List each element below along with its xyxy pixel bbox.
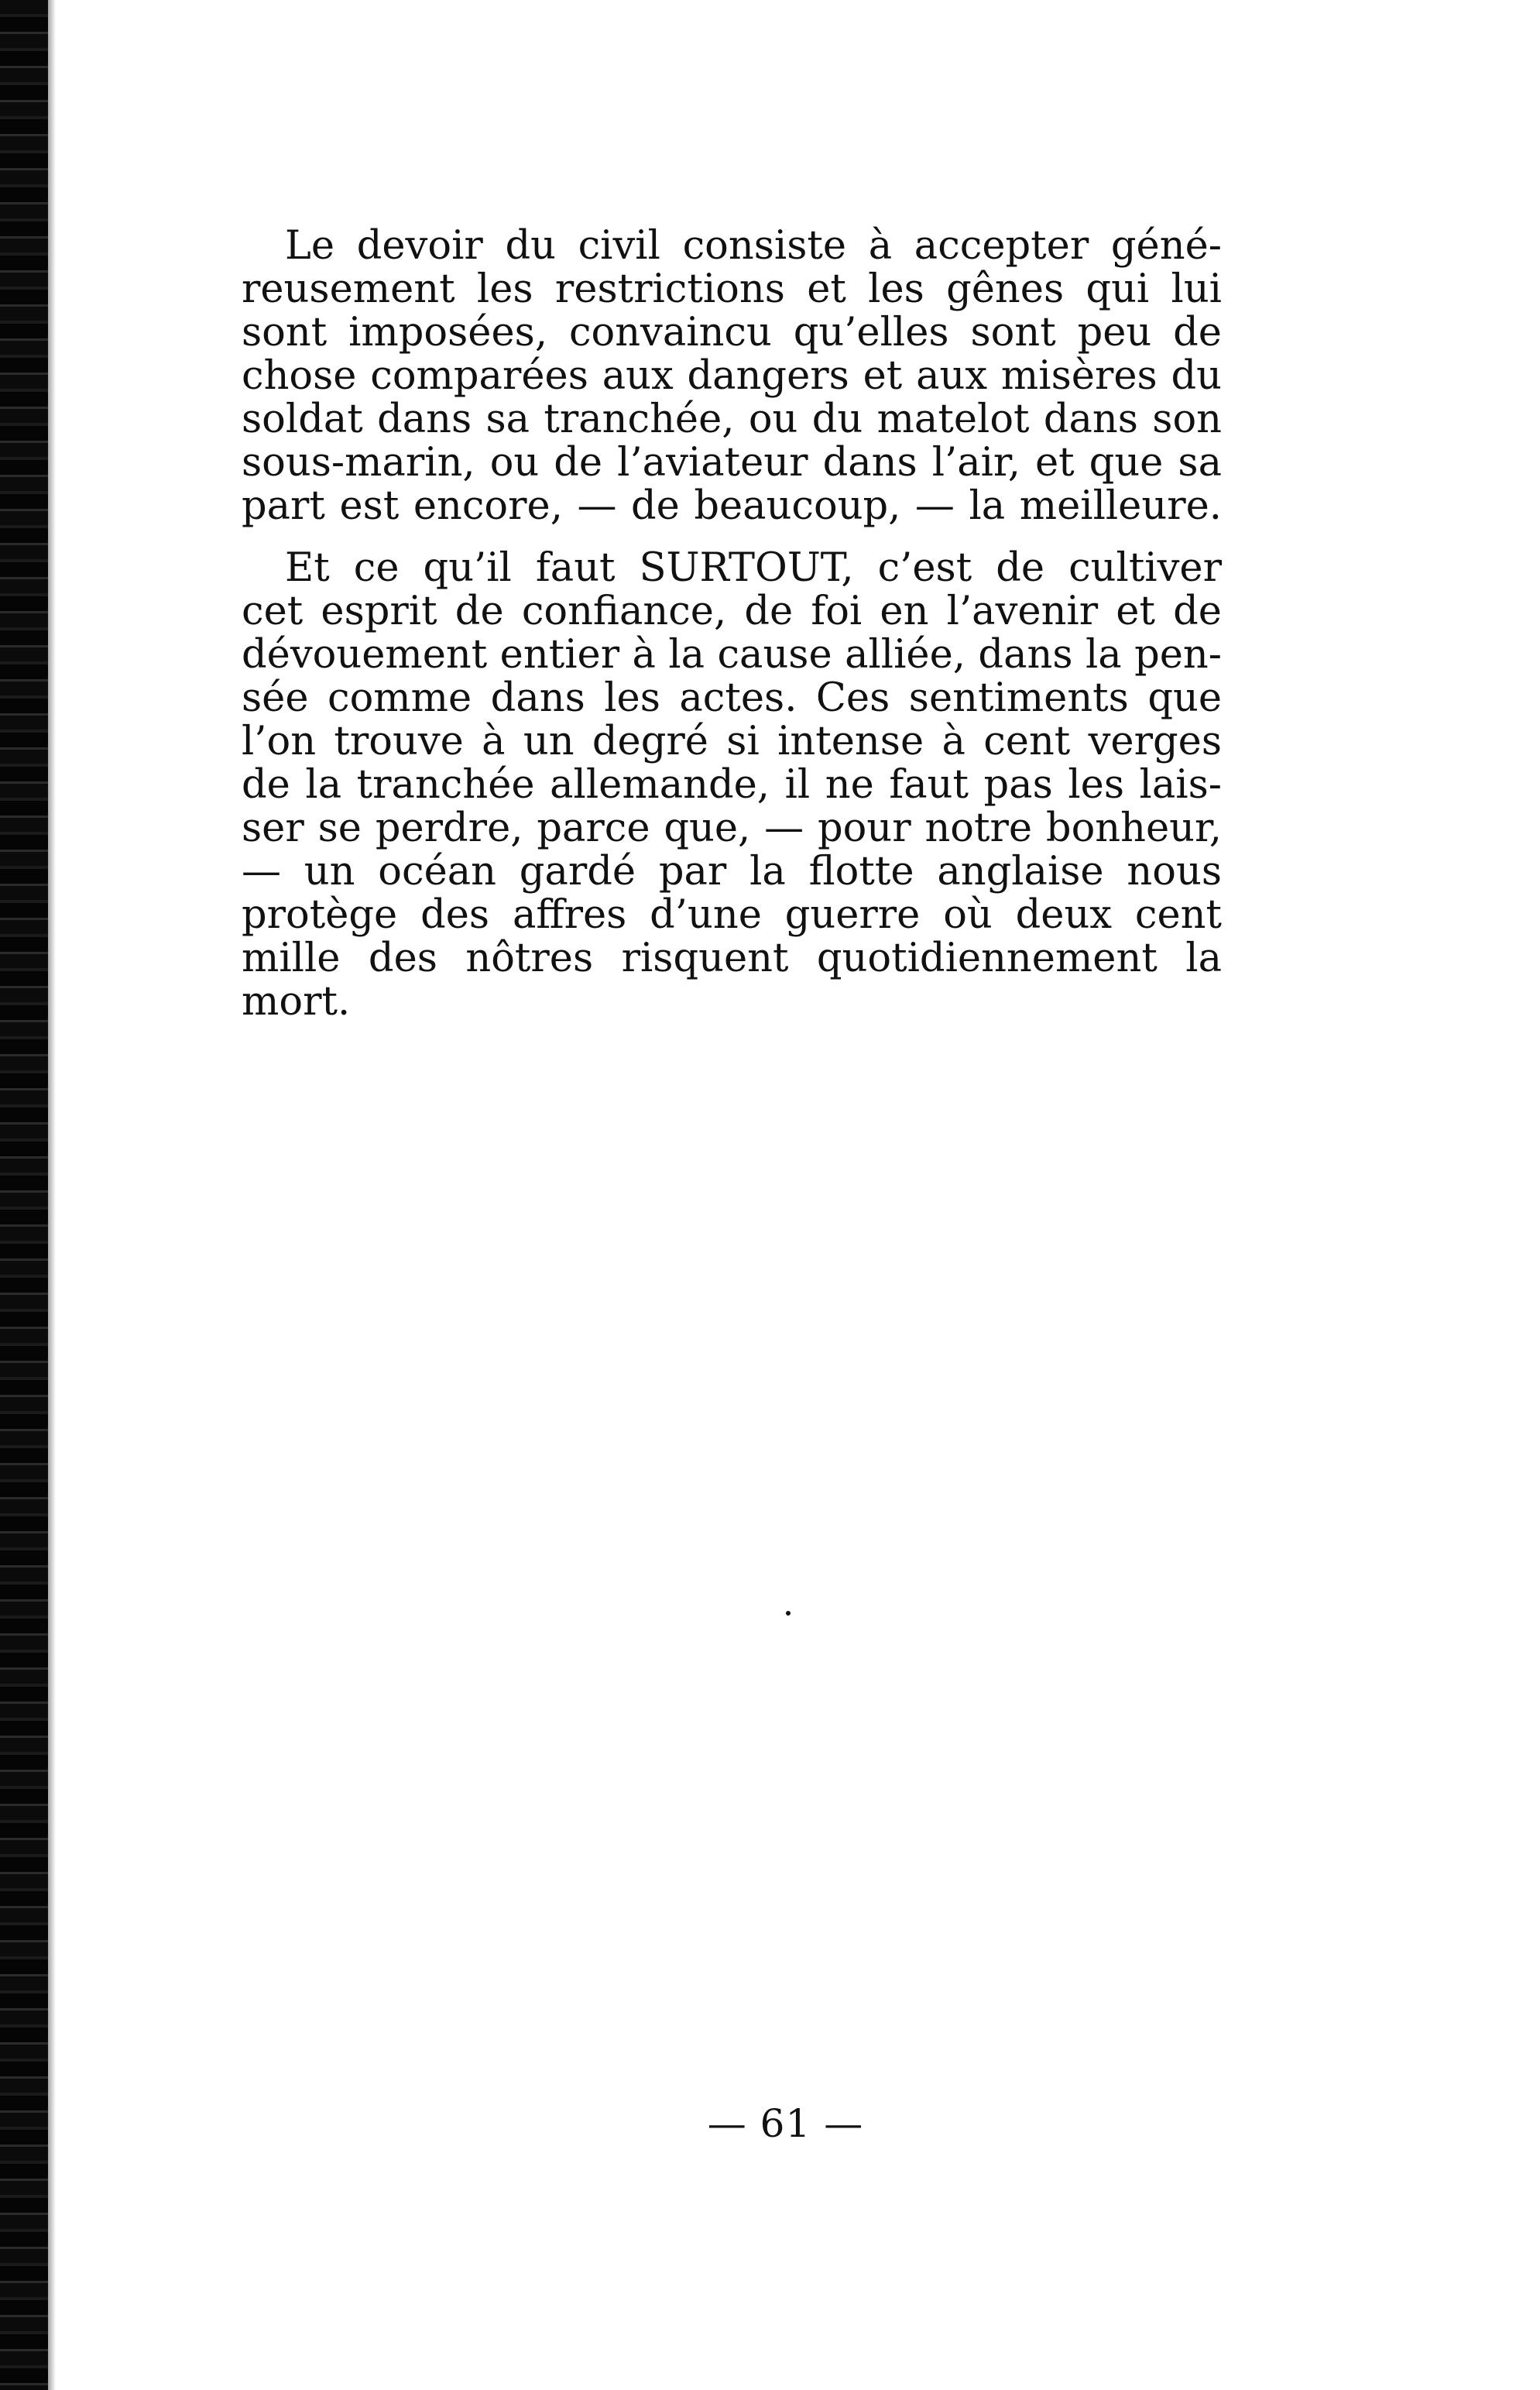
paragraph-line: part est encore, — de beaucoup, — la meilleure. (242, 483, 1222, 529)
paragraph-line: sous-marin, ou de l’aviateur dans l’air, et que sa (242, 440, 1222, 486)
paragraph-2 (242, 547, 1222, 1024)
paragraph-line: mille des nôtres risquent quotidiennement la (242, 936, 1222, 981)
paragraph-line: protège des affres d’une guerre où deux cent (242, 892, 1222, 938)
paragraph-line: ser se perdre, parce que, — pour notre bonheur, (242, 805, 1222, 851)
paragraph-line: cet esprit de confiance, de foi en l’avenir et de (242, 589, 1222, 634)
scan-speck (786, 1611, 791, 1616)
paragraph-line: l’on trouve à un degré si intense à cent verges (242, 719, 1222, 764)
paragraph-line: — un océan gardé par la flotte anglaise nous (242, 849, 1222, 895)
paragraph-line: reusement les restrictions et les gênes qui lui (242, 266, 1222, 312)
page-number: — 61 — (707, 2101, 864, 2146)
paragraph-line: Et ce qu’il faut SURTOUT, c’est de cultiver (285, 545, 1222, 591)
paragraph-gap (242, 528, 1222, 547)
paragraph-line: dévouement entier à la cause alliée, dans la pen- (242, 632, 1222, 678)
body-text (242, 225, 1222, 1024)
scanned-binding-edge (0, 0, 48, 2390)
paragraph-line: sée comme dans les actes. Ces sentiments que (242, 675, 1222, 721)
paragraph-line: chose comparées aux dangers et aux misères du (242, 353, 1222, 399)
paragraph-line: sont imposées, convaincu qu’elles sont peu de (242, 310, 1222, 355)
paragraph-line: soldat dans sa tranchée, ou du matelot dans son (242, 397, 1222, 442)
paragraph-line: de la tranchée allemande, il ne faut pas les lais- (242, 762, 1222, 808)
paragraph-line: mort. (242, 979, 351, 1025)
paragraph-1 (242, 225, 1222, 528)
paragraph-line: Le devoir du civil consiste à accepter géné- (285, 223, 1222, 269)
